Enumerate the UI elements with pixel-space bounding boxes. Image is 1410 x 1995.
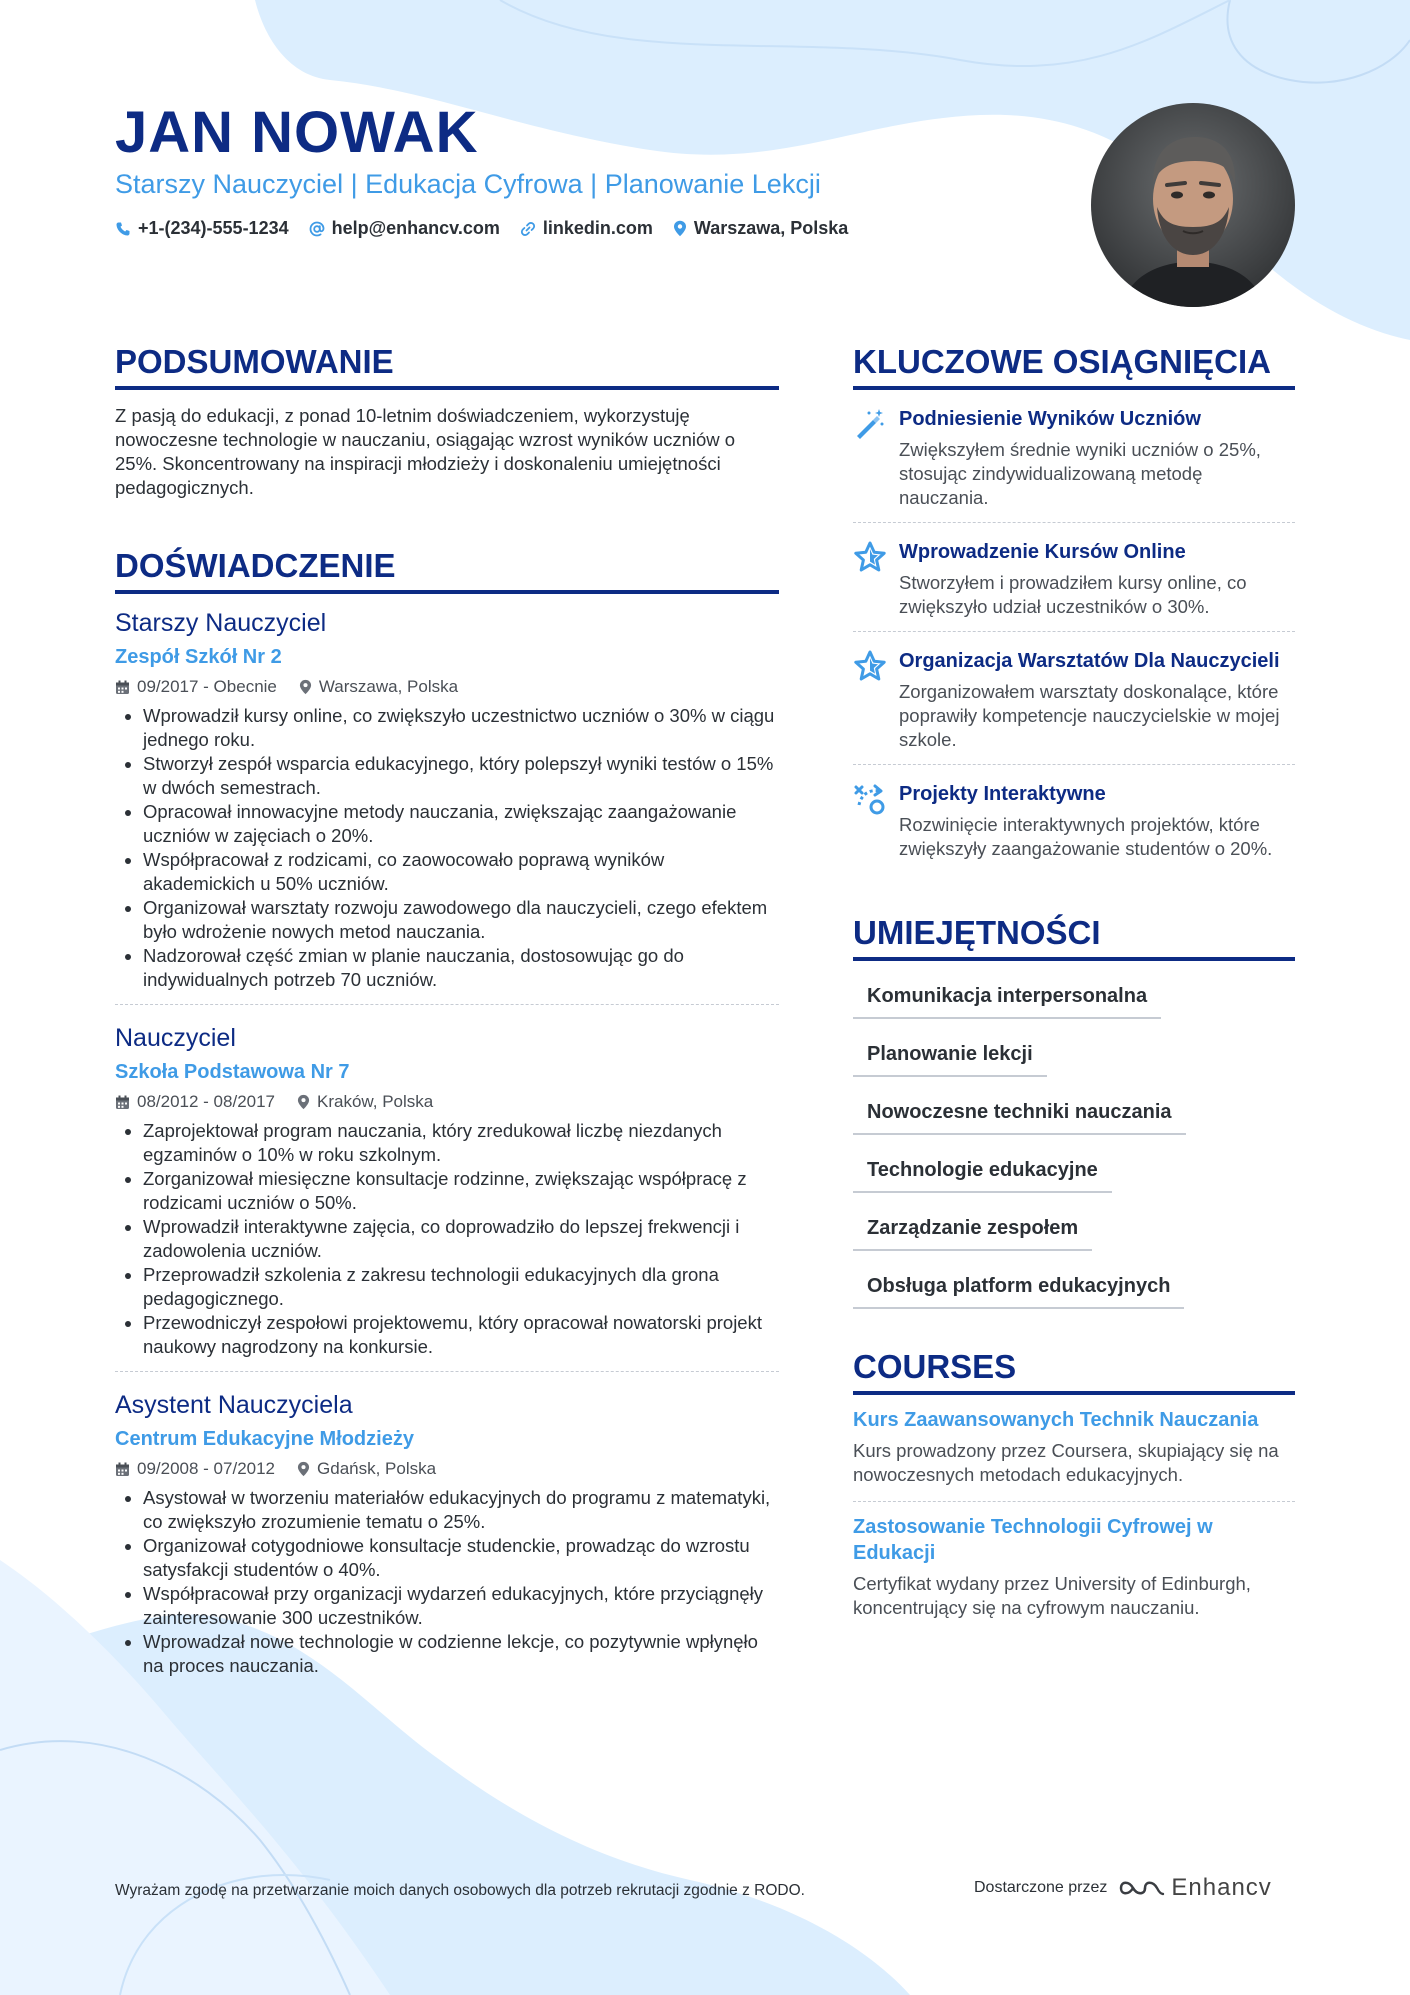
summary-text: Z pasją do edukacji, z ponad 10-letnim doświadczeniem, wykorzystuję nowoczesne technologie w nauczaniu, osiągając wzrost wyników uczniów o 25%. Skoncentrowany na inspiracji młodzieży i doskonaleniu umiejętności pedagogicznych. xyxy=(115,405,736,498)
job-bullet: • Opracował innowacyjne metody nauczania, zwiększając zaangażowanie uczniów w zajęciach o 20%. xyxy=(143,800,779,848)
job-location: Warszawa, Polska xyxy=(318,677,459,696)
calendar-icon xyxy=(115,1095,130,1110)
skill-tag: Zarządzanie zespołem xyxy=(853,1205,1092,1251)
contact-bar xyxy=(115,218,868,239)
job-meta xyxy=(115,1091,779,1113)
phone-text: +1-(234)-555-1234 xyxy=(138,218,289,238)
course-desc: Kurs prowadzony przez Coursera, skupiający się na nowoczesnych metodach edukacyjnych. xyxy=(853,1440,1279,1485)
course-desc: Certyfikat wydany przez University of Edinburgh, koncentrujący się na cyfrowym nauczaniu. xyxy=(853,1573,1251,1618)
summary-title: PODSUMOWANIE xyxy=(115,342,779,390)
contact-email[interactable] xyxy=(309,218,500,239)
company-name: Zespół Szkół Nr 2 xyxy=(115,646,282,668)
headline: Starszy Nauczyciel | Edukacja Cyfrowa | Planowanie Lekcji xyxy=(115,169,821,199)
job-bullets xyxy=(115,1486,779,1678)
achievement-title: Organizacja Warsztatów Dla Nauczycieli xyxy=(899,650,1280,672)
contact-phone[interactable] xyxy=(115,218,289,239)
experience-item xyxy=(115,594,779,1005)
enhancv-logo-icon xyxy=(1117,1875,1165,1901)
phone-icon xyxy=(115,221,131,237)
star-icon xyxy=(853,541,887,573)
experience-item xyxy=(115,1372,779,1690)
brand-name: Enhancv xyxy=(1171,1874,1272,1901)
job-title: Nauczyciel xyxy=(115,1024,236,1052)
skill-tag: Technologie edukacyjne xyxy=(853,1147,1112,1193)
courses-section xyxy=(853,1347,1295,1634)
job-bullet: • Stworzył zespół wsparcia edukacyjnego, który polepszył wyniki testów o 15% w dwóch semestrach. xyxy=(143,752,779,800)
achievements-title: KLUCZOWE OSIĄGNIĘCIA xyxy=(853,342,1295,390)
job-title: Starszy Nauczyciel xyxy=(115,609,327,637)
location-pin-icon xyxy=(297,1094,310,1110)
courses-title: COURSES xyxy=(853,1347,1295,1395)
job-bullet: • Współpracował przy organizacji wydarzeń edukacyjnych, które przyciągnęły zainteresowanie 300 uczestników. xyxy=(143,1582,779,1630)
skill-tag: Obsługa platform edukacyjnych xyxy=(853,1263,1184,1309)
job-bullet: • Zaprojektował program nauczania, który zredukował liczbę niezdanych egzaminów o 10% w roku szkolnym. xyxy=(143,1119,779,1167)
achievement-title: Podniesienie Wyników Uczniów xyxy=(899,408,1201,430)
achievement-desc: Rozwinięcie interaktywnych projektów, które zwiększyły zaangażowanie studentów o 20%. xyxy=(899,814,1273,859)
powered-by-label: Dostarczone przez xyxy=(974,1879,1108,1896)
job-bullet: • Przeprowadził szkolenia z zakresu technologii edukacyjnych dla grona pedagogicznego. xyxy=(143,1263,779,1311)
star-icon xyxy=(853,650,887,682)
location-pin-icon xyxy=(299,679,312,695)
job-bullet: • Przewodniczył zespołowi projektowemu, który opracował nowatorski projekt naukowy nagrodzony na konkursie. xyxy=(143,1311,779,1359)
company-name: Szkoła Podstawowa Nr 7 xyxy=(115,1061,350,1083)
company-name: Centrum Edukacyjne Młodzieży xyxy=(115,1428,414,1450)
course-item xyxy=(853,1502,1295,1634)
job-bullets xyxy=(115,704,779,992)
skill-tag: Nowoczesne techniki nauczania xyxy=(853,1089,1186,1135)
location-pin-icon xyxy=(297,1461,310,1477)
achievement-title: Wprowadzenie Kursów Online xyxy=(899,541,1186,563)
job-bullet: • Asystował w tworzeniu materiałów edukacyjnych do programu z matematyki, co zwiększyło zrozumienie tematu o 25%. xyxy=(143,1486,779,1534)
skills-title: UMIEJĘTNOŚCI xyxy=(853,913,1295,961)
job-bullet: • Wprowadził kursy online, co zwiększyło uczestnictwo uczniów o 30% w ciągu jednego roku. xyxy=(143,704,779,752)
achievement-title: Projekty Interaktywne xyxy=(899,783,1106,805)
job-bullet: • Współpracował z rodzicami, co zaowocowało poprawą wyników akademickich u 50% uczniów. xyxy=(143,848,779,896)
job-location: Kraków, Polska xyxy=(317,1092,434,1111)
skill-tag: Planowanie lekcji xyxy=(853,1031,1047,1077)
job-location: Gdańsk, Polska xyxy=(317,1459,437,1478)
experience-section xyxy=(115,546,779,1690)
achievement-item xyxy=(853,523,1295,632)
course-title: Zastosowanie Technologii Cyfrowej w Edukacji xyxy=(853,1516,1213,1564)
job-dates: 08/2012 - 08/2017 xyxy=(137,1092,276,1111)
achievement-desc: Zorganizowałem warsztaty doskonalące, które poprawiły kompetencje nauczycielskie w mojej szkole. xyxy=(899,681,1280,750)
location-text: Warszawa, Polska xyxy=(693,218,849,238)
link-icon xyxy=(520,221,536,237)
achievements-section xyxy=(853,342,1295,873)
job-bullet: • Zorganizował miesięczne konsultacje rodzinne, zwiększając współpracę z rodzicami uczniów o 50%. xyxy=(143,1167,779,1215)
job-bullet: • Nadzorował część zmian w planie nauczania, dostosowując go do indywidualnych potrzeb 70 uczniów. xyxy=(143,944,779,992)
job-meta xyxy=(115,676,779,698)
experience-item xyxy=(115,1005,779,1372)
job-meta xyxy=(115,1458,779,1480)
contact-linkedin[interactable] xyxy=(520,218,653,239)
linkedin-text: linkedin.com xyxy=(542,218,653,238)
profile-photo xyxy=(1091,103,1295,307)
achievement-item xyxy=(853,765,1295,873)
calendar-icon xyxy=(115,680,130,695)
achievement-desc: Stworzyłem i prowadziłem kursy online, co zwiększyło udział uczestników o 30%. xyxy=(899,572,1247,617)
summary-section xyxy=(115,342,779,500)
job-title: Asystent Nauczyciela xyxy=(115,1391,353,1419)
achievement-desc: Zwiększyłem średnie wyniki uczniów o 25%, stosując zindywidualizowaną metodę nauczania. xyxy=(899,439,1261,508)
job-bullets xyxy=(115,1119,779,1359)
right-column xyxy=(853,342,1295,1634)
job-bullet: • Organizował cotygodniowe konsultacje studenckie, prowadząc do wzrostu satysfakcji studentów o 40%. xyxy=(143,1534,779,1582)
skills-list xyxy=(853,973,1295,1309)
achievement-item xyxy=(853,632,1295,765)
calendar-icon xyxy=(115,1462,130,1477)
course-item xyxy=(853,1395,1295,1502)
job-dates: 09/2017 - Obecnie xyxy=(137,677,277,696)
experience-title: DOŚWIADCZENIE xyxy=(115,546,779,594)
course-title: Kurs Zaawansowanych Technik Nauczania xyxy=(853,1409,1259,1431)
strategy-icon xyxy=(853,783,887,815)
gdpr-consent: Wyrażam zgodę na przetwarzanie moich danych osobowych dla potrzeb rekrutacji zgodnie z RODO. xyxy=(115,1882,805,1899)
skill-tag: Komunikacja interpersonalna xyxy=(853,973,1161,1019)
job-dates: 09/2008 - 07/2012 xyxy=(137,1459,276,1478)
candidate-name: JAN NOWAK xyxy=(115,100,479,165)
skills-section xyxy=(853,913,1295,1309)
job-bullet: • Wprowadzał nowe technologie w codzienne lekcje, co pozytywnie wpłynęło na proces nauczania. xyxy=(143,1630,779,1678)
contact-location xyxy=(673,218,848,239)
achievement-item xyxy=(853,390,1295,523)
magic-wand-icon xyxy=(853,408,885,440)
left-column xyxy=(115,342,779,1690)
job-bullet: • Organizował warsztaty rozwoju zawodowego dla nauczycieli, czego efektem było wdrożenie nowych metod nauczania. xyxy=(143,896,779,944)
location-pin-icon xyxy=(673,220,687,237)
job-bullet: • Wprowadził interaktywne zajęcia, co doprowadziło do lepszej frekwencji i zadowolenia uczniów. xyxy=(143,1215,779,1263)
powered-by[interactable] xyxy=(974,1874,1272,1902)
email-text: help@enhancv.com xyxy=(331,218,500,238)
at-sign-icon xyxy=(309,221,325,237)
